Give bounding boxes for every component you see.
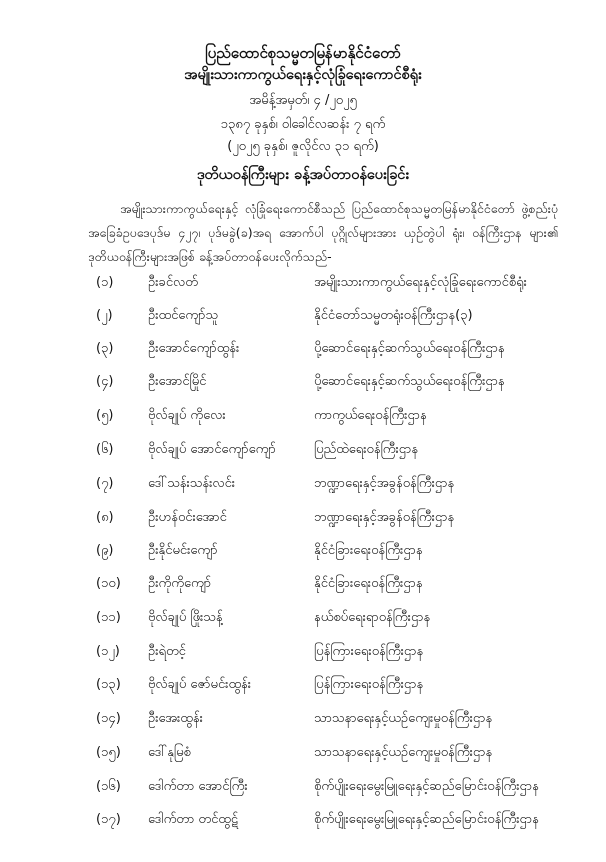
appointment-row xyxy=(0,811,606,833)
appointment-number: (၁၀) xyxy=(96,576,121,591)
appointment-number: (၃) xyxy=(96,341,114,356)
body-paragraph-text: အမျိုးသားကာကွယ်ရေးနှင့် လုံခြုံရေးကောင်စီသည် ပြည်ထောင်စုသမ္မတမြန်မာနိုင်ငံတော် ဖွဲ့စည်းပုံအခြေခံဥပဒေပုဒ်မ ၄၂၇၊ ပုဒ်မခွဲ(ခ)အရ အောက်ပါ ပုဂ္ဂိုလ်များအား ယှဉ်တွဲပါ ရုံး၊ ဝန်ကြီးဌာန များ၏ ဒုတိယဝန်ကြီးများအဖြစ် ခန့်အပ်တာဝန်ပေးလိုက်သည်- xyxy=(88,201,558,264)
appointee-name: ဗိုလ်ချုပ် ကိုလေး xyxy=(148,408,226,423)
appointment-number: (၅) xyxy=(96,408,114,423)
gregorian-date: (၂၀၂၅ ခုနှစ်၊ ဇူလိုင်လ ၃၁ ရက်) xyxy=(227,139,379,154)
body-paragraph xyxy=(88,197,558,269)
appointment-row xyxy=(0,475,606,497)
appointment-row xyxy=(0,274,606,296)
appointment-number: (၉) xyxy=(96,543,114,558)
appointee-name: ဦးခင်လတ် xyxy=(148,275,198,290)
appointee-office: နိုင်ငံခြားရေးဝန်ကြီးဌာန xyxy=(314,543,423,558)
appointee-office: သာသနာရေးနှင့်ယဉ်ကျေးမှုဝန်ကြီးဌာန xyxy=(314,745,493,760)
appointee-name: ဗိုလ်ချုပ် ဖြိုးသန့် xyxy=(148,610,223,625)
appointment-number: (၈) xyxy=(96,510,114,525)
appointee-office: အမျိုးသားကာကွယ်ရေးနှင့်လုံခြုံရေးကောင်စီရုံး xyxy=(314,275,527,290)
appointment-number: (၁၅) xyxy=(96,745,121,760)
appointee-office: ပြန်ကြားရေးဝန်ကြီးဌာန xyxy=(314,677,424,692)
appointee-name: ဗိုလ်ချုပ် ဇော်မင်းထွန်း xyxy=(148,677,252,692)
appointee-name: ဒေါက်တာ တင်ထွဋ် xyxy=(148,812,239,827)
appointment-row xyxy=(0,575,606,597)
appointee-office: ဘဏ္ဍာရေးနှင့်အခွန်ဝန်ကြီးဌာန xyxy=(314,510,455,525)
appointee-name: ဦးအောင်ကျော်ထွန်း xyxy=(148,341,240,356)
appointment-row xyxy=(0,340,606,362)
appointment-row xyxy=(0,710,606,732)
appointment-number: (၁၆) xyxy=(96,779,121,794)
appointee-office: စိုက်ပျိုးရေးမွေးမြူရေးနှင့်ဆည်မြောင်းဝန်ကြီးဌာန xyxy=(314,779,539,794)
order-number: အမိန့်အမှတ်၊ ၄ /၂၀၂၅ xyxy=(249,93,357,108)
appointee-name: ဦးရဲတင့် xyxy=(148,644,186,659)
appointment-row xyxy=(0,609,606,631)
header-country-name: ပြည်ထောင်စုသမ္မတမြန်မာနိုင်ငံတော် xyxy=(205,44,401,62)
document-title: ဒုတိယဝန်ကြီးများ ခန့်အပ်တာဝန်ပေးခြင်း xyxy=(196,167,410,183)
appointment-row xyxy=(0,643,606,665)
appointee-name: ဗိုလ်ချုပ် အောင်ကျော်ကျော် xyxy=(148,442,276,457)
appointment-row xyxy=(0,373,606,395)
appointee-office: ကာကွယ်ရေးဝန်ကြီးဌာန xyxy=(314,408,427,423)
appointee-name: ဦးအေးထွန်း xyxy=(148,711,203,726)
appointment-number: (၁၄) xyxy=(96,711,121,726)
appointee-office: နယ်စပ်ရေးရာဝန်ကြီးဌာန xyxy=(314,610,431,625)
appointee-name: ဦးနိုင်မင်းကျော် xyxy=(148,543,218,558)
appointee-name: ဦးအောင်မြိုင် xyxy=(148,374,207,389)
appointee-office: စိုက်ပျိုးရေးမွေးမြူရေးနှင့်ဆည်မြောင်းဝန်ကြီးဌာန xyxy=(314,812,539,827)
appointee-office: သာသနာရေးနှင့်ယဉ်ကျေးမှုဝန်ကြီးဌာန xyxy=(314,711,493,726)
header-office-name: အမျိုးသားကာကွယ်ရေးနှင့်လုံခြုံရေးကောင်စီရုံး xyxy=(184,67,422,83)
appointee-name: ဦးဟန်ဝင်းအောင် xyxy=(148,510,227,525)
appointment-number: (၄) xyxy=(96,374,114,389)
appointee-name: ဒေါ်သန်းသန်းလင်း xyxy=(148,476,236,491)
appointee-name: ဦးကိုကိုကျော် xyxy=(148,576,212,591)
appointment-number: (၁၁) xyxy=(96,610,121,625)
appointment-number: (၂) xyxy=(96,308,113,323)
appointee-name: ဦးထင်ကျော်သူ xyxy=(148,308,219,323)
appointment-number: (၁၇) xyxy=(96,812,121,827)
appointee-office: ဘဏ္ဍာရေးနှင့်အခွန်ဝန်ကြီးဌာန xyxy=(314,476,455,491)
appointee-office: နိုင်ငံခြားရေးဝန်ကြီးဌာန xyxy=(314,576,423,591)
appointment-number: (၆) xyxy=(96,442,114,457)
appointment-row xyxy=(0,509,606,531)
appointment-row xyxy=(0,441,606,463)
appointee-name: ဒေါ်နုမြစံ xyxy=(148,745,191,760)
appointment-number: (၇) xyxy=(96,476,114,491)
appointee-office: ပြန်ကြားရေးဝန်ကြီးဌာန xyxy=(314,644,424,659)
appointment-row xyxy=(0,778,606,800)
appointment-row xyxy=(0,307,606,329)
appointee-office: ပြည်ထဲရေးဝန်ကြီးဌာန xyxy=(314,442,419,457)
appointment-number: (၁၂) xyxy=(96,644,120,659)
appointment-row xyxy=(0,542,606,564)
appointment-row xyxy=(0,407,606,429)
appointment-row xyxy=(0,744,606,766)
appointment-number: (၁) xyxy=(96,275,114,290)
appointee-office: ပို့ဆောင်ရေးနှင့်ဆက်သွယ်ရေးဝန်ကြီးဌာန xyxy=(314,341,505,356)
appointment-row xyxy=(0,676,606,698)
appointment-number: (၁၃) xyxy=(96,677,121,692)
appointee-office: နိုင်ငံတော်သမ္မတရုံးဝန်ကြီးဌာန(၃) xyxy=(314,308,473,323)
myanmar-date: ၁၃၈၇ ခုနှစ်၊ ဝါခေါင်လဆန်း ၇ ရက် xyxy=(220,117,386,132)
appointee-office: ပို့ဆောင်ရေးနှင့်ဆက်သွယ်ရေးဝန်ကြီးဌာန xyxy=(314,374,505,389)
appointee-name: ဒေါက်တာ အောင်ကြီး xyxy=(148,779,248,794)
